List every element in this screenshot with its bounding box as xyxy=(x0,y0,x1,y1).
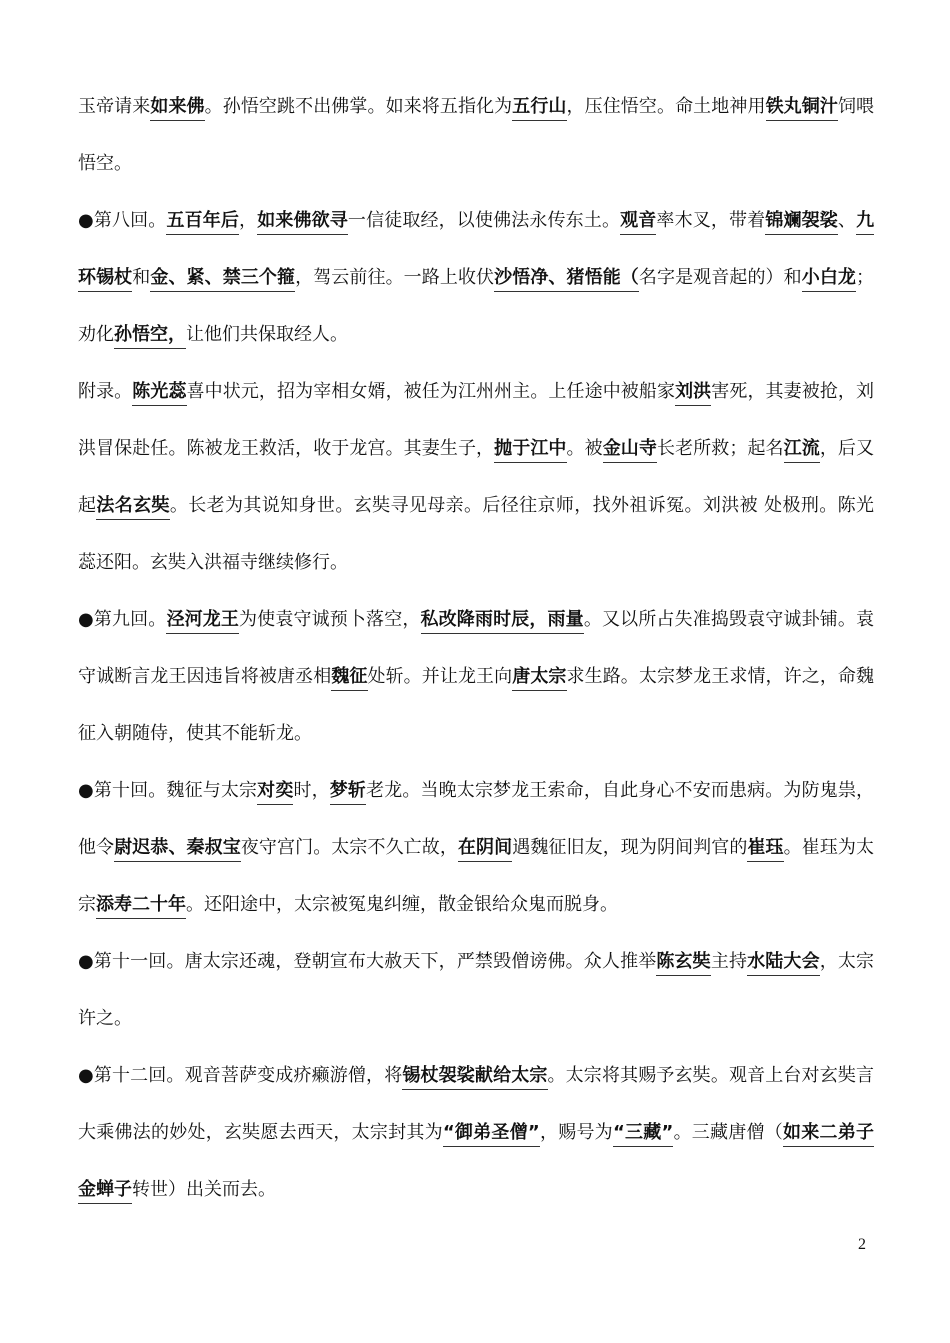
keyword-underlined: 陈玄奘 xyxy=(656,951,710,976)
text-segment: 老龙。当晚太宗梦龙王索命，自此身心不安而患病。为防鬼祟，他令 xyxy=(78,780,875,858)
paragraph xyxy=(78,762,874,933)
keyword-underlined: “三藏” xyxy=(613,1122,673,1147)
text-segment: 为使袁守诚预卜落空， xyxy=(239,609,421,630)
text-segment: 让他们共保取经人。 xyxy=(186,324,348,345)
keyword-underlined: 对奕 xyxy=(257,780,293,805)
text-segment: ， xyxy=(239,210,258,231)
text-segment: 。崔珏为太宗 xyxy=(78,837,875,915)
text-segment: ●第八回。 xyxy=(78,210,167,231)
text-segment: 。被 xyxy=(566,438,603,459)
keyword-underlined: 唐太宗 xyxy=(512,666,566,691)
text-segment: 夜守宫门。太宗不久亡故， xyxy=(240,837,458,858)
text-segment: ；劝化 xyxy=(78,267,875,345)
text-segment: ●第十回。魏征与太宗 xyxy=(78,780,258,801)
text-segment: ，压住悟空。命土地神用 xyxy=(566,96,766,117)
text-segment: ，太宗许之。 xyxy=(78,951,875,1029)
paragraph xyxy=(78,591,874,762)
keyword-underlined: 锡杖袈裟献给太宗 xyxy=(402,1065,547,1090)
text-segment: 处斩。并让龙王向 xyxy=(367,666,513,687)
text-segment: 。三藏唐僧（ xyxy=(673,1122,784,1143)
paragraph xyxy=(78,192,874,363)
paragraph xyxy=(78,363,874,591)
keyword-underlined: 金山寺 xyxy=(603,438,657,463)
keyword-underlined: 水陆大会 xyxy=(747,951,820,976)
text-segment: ●第十一回。唐太宗还魂，登朝宣布大赦天下，严禁毁僧谤佛。众人推举 xyxy=(78,951,657,972)
text-segment: 一信徒取经，以使佛法永传东土。 xyxy=(347,210,621,231)
keyword-underlined: 九环锡杖 xyxy=(78,210,874,292)
text-segment: 玉帝请来 xyxy=(78,96,151,117)
keyword-underlined: 沙悟净、猪悟能（ xyxy=(494,267,639,292)
text-segment: ，驾云前往。一路上收伏 xyxy=(295,267,495,288)
keyword-underlined: 孙悟空， xyxy=(114,324,186,349)
text-segment: 害死，其妻被抢，刘洪冒保赴任。陈被龙王救活，收于龙宫。其妻生子， xyxy=(78,381,875,459)
text-segment: 。长老为其说知身世。玄奘寻见母亲。后径往京师，找外祖诉冤。刘洪被 处极刑。陈光蕊还阳。玄奘入洪福寺继续修行。 xyxy=(78,495,875,573)
keyword-underlined: 五行山 xyxy=(512,96,566,121)
text-segment: 饲喂悟空。 xyxy=(78,96,875,174)
text-segment: ，赐号为 xyxy=(539,1122,613,1143)
page-number: 2 xyxy=(858,1236,866,1253)
keyword-underlined: “御弟圣僧” xyxy=(443,1122,540,1147)
keyword-underlined: 私改降雨时辰，雨量 xyxy=(421,609,584,634)
text-segment: 主持 xyxy=(710,951,748,972)
keyword-underlined: 抛于江中 xyxy=(494,438,566,463)
keyword-underlined: 泾河龙王 xyxy=(166,609,239,634)
keyword-underlined: 刘洪 xyxy=(675,381,711,406)
keyword-underlined: 梦斩 xyxy=(330,780,366,805)
keyword-underlined: 江流 xyxy=(784,438,820,463)
text-segment: 附录。 xyxy=(78,381,133,402)
paragraph xyxy=(78,933,874,1047)
keyword-underlined: 添寿二十年 xyxy=(96,894,186,919)
paragraph xyxy=(78,1047,874,1218)
keyword-underlined: 五百年后 xyxy=(166,210,239,235)
keyword-underlined: 锦斓袈裟 xyxy=(765,210,838,235)
keyword-underlined: 如来佛欲寻 xyxy=(257,210,348,235)
keyword-underlined: 金、紧、禁三个箍 xyxy=(150,267,295,292)
text-segment: ，后又起 xyxy=(78,438,875,516)
text-segment: 求生路。太宗梦龙王求情，许之，命魏征入朝随侍，使其不能斩龙。 xyxy=(78,666,875,744)
keyword-underlined: 如来二弟子金蝉子 xyxy=(78,1122,874,1204)
text-segment: 。还阳途中，太宗被冤鬼纠缠，散金银给众鬼而脱身。 xyxy=(186,894,618,915)
keyword-underlined: 法名玄奘 xyxy=(96,495,170,520)
text-segment: 转世）出关而去。 xyxy=(132,1179,276,1200)
keyword-underlined: 崔珏 xyxy=(747,837,783,862)
keyword-underlined: 小白龙 xyxy=(802,267,856,292)
keyword-underlined: 陈光蕊 xyxy=(132,381,186,406)
keyword-underlined: 尉迟恭、秦叔宝 xyxy=(114,837,241,862)
text-segment: 、 xyxy=(837,210,857,231)
text-segment: 。孙悟空跳不出佛掌。如来将五指化为 xyxy=(204,96,513,117)
keyword-underlined: 铁丸铜汁 xyxy=(766,96,838,121)
keyword-underlined: 观音 xyxy=(620,210,656,235)
text-segment: 时， xyxy=(293,780,330,801)
text-segment: 和 xyxy=(132,267,151,288)
text-segment: ●第九回。 xyxy=(78,609,167,630)
text-segment: 。太宗将其赐予玄奘。观音上台对玄奘言大乘佛法的妙处，玄奘愿去西天，太宗封其为 xyxy=(78,1065,874,1143)
text-segment: 。又以所占失准捣毁袁守诚卦铺。袁守诚断言龙王因违旨将被唐丞相 xyxy=(78,609,875,687)
text-segment: 率木叉，带着 xyxy=(656,210,766,231)
keyword-underlined: 如来佛 xyxy=(150,96,204,121)
paragraph xyxy=(78,78,874,192)
text-segment: ●第十二回。观音菩萨变成疥癞游僧，将 xyxy=(78,1065,403,1086)
text-segment: 名字是观音起的）和 xyxy=(638,267,802,288)
keyword-underlined: 魏征 xyxy=(331,666,367,691)
text-segment: 遇魏征旧友，现为阴间判官的 xyxy=(512,837,748,858)
body-text xyxy=(78,78,874,1218)
keyword-underlined: 在阴间 xyxy=(458,837,512,862)
text-segment: 喜中状元，招为宰相女婿，被任为江州州主。上任途中被船家 xyxy=(186,381,676,402)
text-segment: 长老所救；起名 xyxy=(656,438,784,459)
